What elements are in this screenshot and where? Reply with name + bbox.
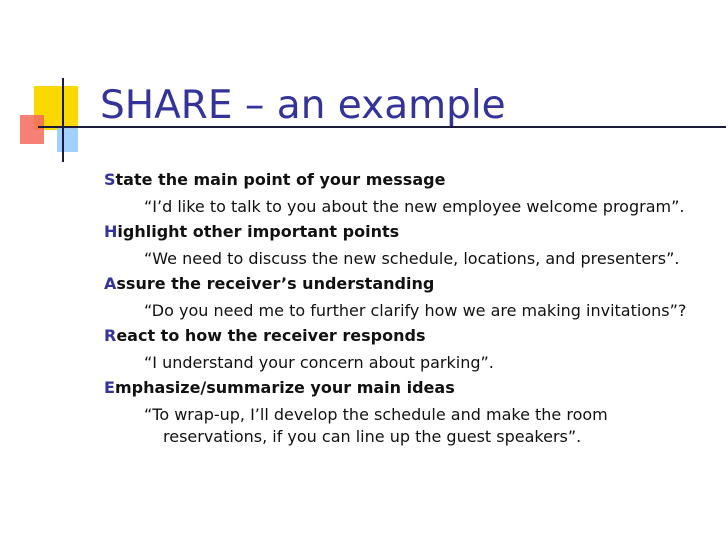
point-text: mphasize/summarize your main ideas [114, 378, 455, 397]
point-heading [104, 170, 724, 190]
logo-vertical-rule [62, 78, 64, 162]
point-quote: “I understand your concern about parking”. [144, 353, 494, 372]
share-item-assure [104, 274, 724, 322]
point-initial: E [104, 378, 115, 397]
logo-red-square [20, 115, 44, 144]
point-initial: R [104, 326, 117, 345]
point-heading [104, 326, 724, 346]
point-quote-line-2: reservations, if you can line up the guest speakers”. [163, 427, 582, 446]
point-text: ssure the receiver’s understanding [116, 274, 435, 293]
point-quote [104, 404, 724, 448]
point-heading [104, 222, 724, 242]
point-text: ighlight other important points [117, 222, 400, 241]
share-item-state [104, 170, 724, 218]
point-text: eact to how the receiver responds [116, 326, 426, 345]
slide-title: SHARE – an example [100, 83, 506, 128]
slide-body [104, 170, 724, 452]
logo-blue-square [57, 126, 78, 152]
point-quote: “I’d like to talk to you about the new employee welcome program”. [144, 197, 685, 216]
point-heading [104, 274, 724, 294]
point-quote: “Do you need me to further clarify how we are making invitations”? [144, 301, 687, 320]
point-initial: A [104, 274, 117, 293]
point-initial: H [104, 222, 118, 241]
point-quote: “We need to discuss the new schedule, locations, and presenters”. [144, 249, 680, 268]
share-item-react [104, 326, 724, 374]
point-quote-line-1: “To wrap-up, I’ll develop the schedule and make the room [144, 405, 608, 424]
point-initial: S [104, 170, 116, 189]
share-item-emphasize [104, 378, 724, 448]
point-text: tate the main point of your message [115, 170, 446, 189]
point-heading [104, 378, 724, 398]
share-item-highlight [104, 222, 724, 270]
